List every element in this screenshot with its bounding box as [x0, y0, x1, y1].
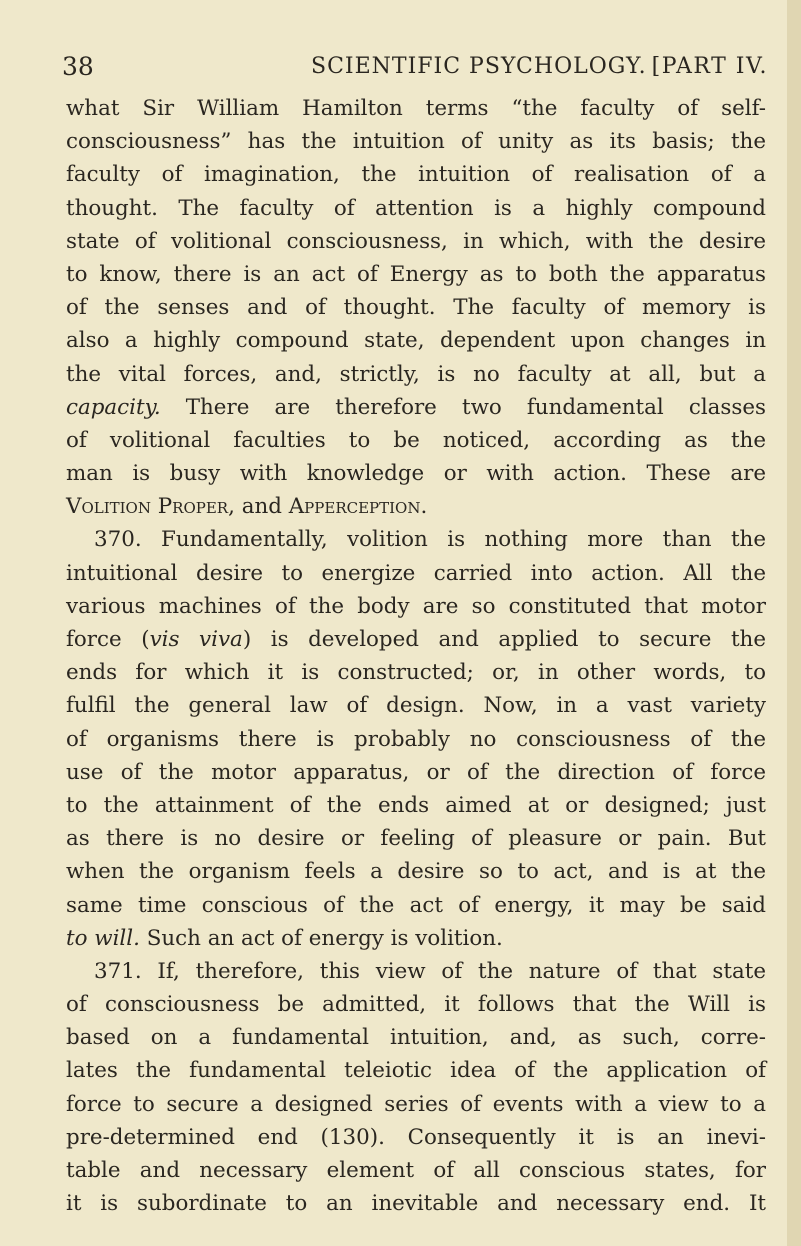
text-line: it is subordinate to an inevitable and necessary end. It: [66, 1191, 766, 1217]
text-line: same time conscious of the act of energy, it may be said: [66, 892, 766, 918]
text-line: state of volitional consciousness, in which, with the desire: [66, 228, 766, 254]
text-line: as there is no desire or feeling of pleasure or pain. But: [66, 826, 766, 852]
text-run: ) is developed and applied to secure the: [242, 627, 766, 652]
text-line: consciousness” has the intuition of unity as its basis; the: [66, 129, 766, 155]
text-line: fulfil the general law of design. Now, in a vast variety: [66, 693, 766, 719]
text-line: of the senses and of thought. The faculty of memory is: [66, 295, 766, 321]
text-line: also a highly compound state, dependent upon changes in: [66, 328, 766, 354]
text-run: Such an act of energy is volition.: [139, 925, 503, 951]
text-line: [66, 623, 766, 656]
page-edge: [787, 0, 801, 1246]
running-header: [62, 50, 768, 84]
text-line: of consciousness be admitted, it follows that the Will is: [66, 992, 766, 1018]
text-line: based on a fundamental intuition, and, as such, corre-: [66, 1025, 766, 1051]
text-line: faculty of imagination, the intuition of realisation of a: [66, 162, 766, 188]
text-run: There are therefore two fundamental classes: [160, 394, 766, 420]
text-line: lates the fundamental teleiotic idea of the application of: [66, 1058, 766, 1084]
text-line: use of the motor apparatus, or of the direction of force: [66, 759, 766, 785]
page-number: 38: [62, 52, 94, 81]
text-line: various machines of the body are so constituted that motor: [66, 593, 766, 619]
text-line: intuitional desire to energize carried into action. All the: [66, 560, 766, 586]
text-line: [66, 490, 766, 523]
italic-term: to will.: [66, 925, 140, 951]
text-line: force to secure a designed series of events with a view to a: [66, 1091, 766, 1117]
part-label: [PART IV.: [651, 54, 768, 79]
running-title: SCIENTIFIC PSYCHOLOGY.: [311, 54, 647, 79]
text-line: to the attainment of the ends aimed at or designed; just: [66, 792, 766, 818]
small-caps-term: Volition Proper,: [66, 494, 235, 520]
text-run: force (: [66, 627, 150, 652]
text-line: of organisms there is probably no consciousness of the: [66, 726, 766, 752]
text-line: pre-determined end (130). Consequently it is an inevi-: [66, 1124, 766, 1150]
text-line: man is busy with knowledge or with action. These are: [66, 461, 766, 487]
small-caps-term: Apperception.: [288, 494, 428, 520]
text-run: and: [234, 494, 289, 520]
text-line: when the organism feels a desire so to act, and is at the: [66, 859, 766, 885]
text-line: [66, 391, 766, 424]
text-line: [66, 922, 766, 955]
text-line: the vital forces, and, strictly, is no faculty at all, but a: [66, 361, 766, 387]
paragraph-start: 371. If, therefore, this view of the nature of that state: [94, 958, 766, 984]
text-line: table and necessary element of all conscious states, for: [66, 1158, 766, 1183]
italic-term: capacity.: [66, 394, 161, 420]
text-line: what Sir William Hamilton terms “the faculty of self-: [66, 96, 766, 121]
paragraph-start: 370. Fundamentally, volition is nothing more than the: [94, 527, 766, 553]
text-line: of volitional faculties to be noticed, according as the: [66, 427, 766, 453]
text-line: thought. The faculty of attention is a highly compound: [66, 195, 766, 221]
text-line: ends for which it is constructed; or, in other words, to: [66, 660, 766, 686]
italic-term: vis viva: [149, 627, 243, 652]
body-text: [66, 92, 766, 1220]
text-line: to know, there is an act of Energy as to both the apparatus: [66, 261, 766, 287]
